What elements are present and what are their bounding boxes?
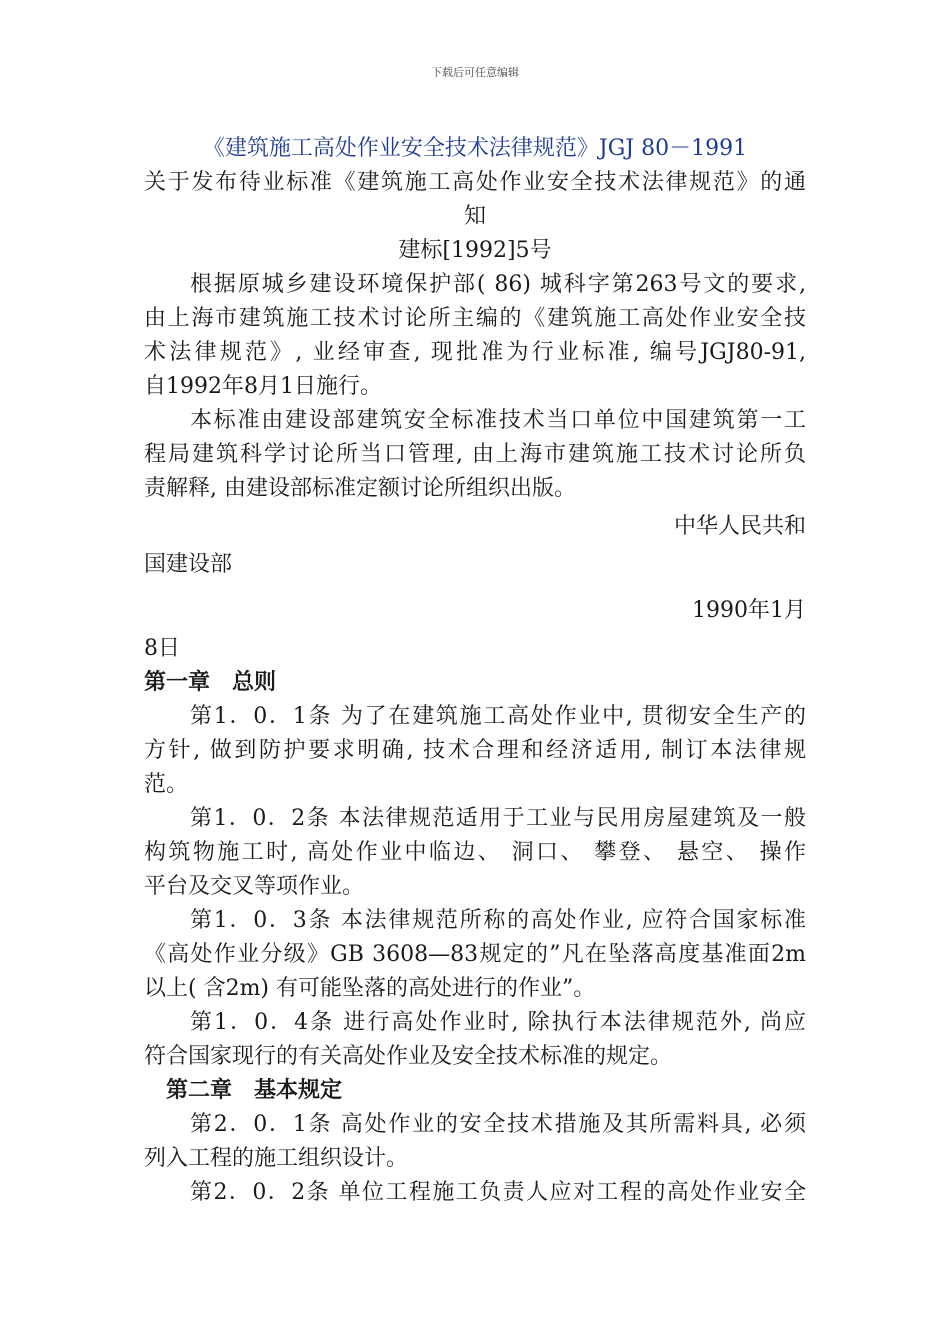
para1-line-2: 由上海市建筑施工技术讨论所主编的《建筑施工高处作业安全技 [144, 306, 806, 331]
signature-org-line-1: 中华人民共和 [673, 514, 806, 539]
para1-line-4: 自1992年8月1日施行。 [144, 374, 382, 399]
document-title: 《建筑施工高处作业安全技术法律规范》JGJ 80－1991 [202, 136, 748, 161]
signature-date-line-1: 1990年1月 [692, 598, 806, 623]
article-line: 《高处作业分级》GB 3608—83规定的”凡在坠落高度基准面2m [144, 942, 806, 967]
article-line: 符合国家现行的有关高处作业及安全技术标准的规定。 [144, 1044, 673, 1069]
article-2-0-1 [144, 1108, 806, 1176]
para1-line-1: 根据原城乡建设环境保护部( 86) 城科字第263号文的要求, [190, 272, 806, 297]
article-line: 第2．0．1条 高处作业的安全技术措施及其所需料具, 必须 [190, 1112, 806, 1137]
article-line: 方针, 做到防护要求明确, 技术合理和经济适用, 制订本法律规 [144, 738, 806, 763]
para2-line-1: 本标准由建设部建筑安全标准技术当口单位中国建筑第一工 [190, 408, 806, 433]
doc-number: 建标[1992]5号 [398, 238, 552, 263]
article-line: 范。 [144, 772, 189, 797]
article-line: 第1．0．3条 本法律规范所称的高处作业, 应符合国家标准 [190, 908, 806, 933]
chapter2-heading: 第二章 基本规定 [166, 1078, 343, 1103]
chapter1-heading: 第一章 总则 [144, 670, 277, 695]
article-1-0-1 [144, 700, 806, 802]
article-1-0-4 [144, 1006, 806, 1074]
article-line: 构筑物施工时, 高处作业中临边、 洞口、 攀登、 悬空、 操作 [144, 840, 806, 865]
article-line: 第1．0．1条 为了在建筑施工高处作业中, 贯彻安全生产的 [190, 704, 806, 729]
article-line: 第2．0．2条 单位工程施工负责人应对工程的高处作业安全 [190, 1180, 806, 1205]
article-line: 列入工程的施工组织设计。 [144, 1146, 409, 1171]
article-line: 第1．0．4条 进行高处作业时, 除执行本法律规范外, 尚应 [190, 1010, 806, 1035]
signature-date-line-2: 8日 [144, 636, 180, 661]
article-1-0-2 [144, 802, 806, 904]
article-line: 平台及交叉等项作业。 [144, 874, 365, 899]
para2-line-3: 责解释, 由建设部标准定额讨论所组织出版。 [144, 476, 576, 501]
header-note: 下载后可任意编辑 [431, 66, 519, 79]
notice-title-line-1: 关于发布待业标准《建筑施工高处作业安全技术法律规范》的通 [144, 170, 806, 195]
article-2-0-2 [144, 1176, 806, 1210]
notice-title-line-2: 知 [463, 204, 486, 229]
article-line: 以上( 含2m) 有可能坠落的高处进行的作业”。 [144, 976, 596, 1001]
para1-line-3: 术法律规范》, 业经审查, 现批准为行业标准, 编号JGJ80-91, [144, 340, 806, 365]
article-1-0-3 [144, 904, 806, 1006]
document-body [144, 132, 806, 1210]
para2-line-2: 程局建筑科学讨论所当口管理, 由上海市建筑施工技术讨论所负 [144, 442, 806, 467]
article-line: 第1．0．2条 本法律规范适用于工业与民用房屋建筑及一般 [190, 806, 806, 831]
signature-org-line-2: 国建设部 [144, 552, 233, 577]
